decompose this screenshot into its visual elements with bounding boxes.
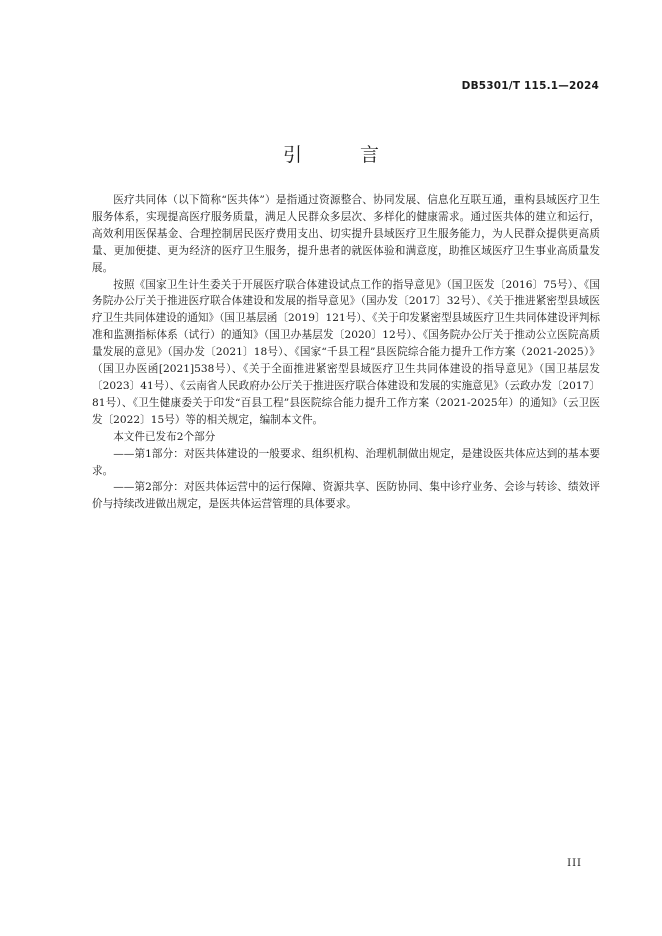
page-number: III <box>567 858 582 869</box>
paragraph-part-1: ——第1部分：对医共体建设的一般要求、组织机构、治理机制做出规定，是建设医共体应达到的基本要求。 <box>92 447 600 477</box>
paragraph-parts-statement: 本文件已发布2个部分 <box>113 430 216 443</box>
paragraph-references: 按照《国家卫生计生委关于开展医疗联合体建设试点工作的指导意见》（国卫医发〔2016〕75号）、《国务院办公厅关于推进医疗联合体建设和发展的指导意见》（国办发〔2017〕32号）、《关于推进紧密型县域医疗卫生共同体建设的通知》（国卫基层函〔2019〕121号）、《关于印发紧密型县域医疗卫生共同体建设评判标准和监测指标体系（试行）的通知》（国卫办基层发〔2020〕12号）、《国务院办公厅关于推动公立医院高质量发展的意见》（国办发〔2021〕18号）、《国家“千县工程”县医院综合能力提升工作方案（2021-2025）》（国卫办医函[2021]538号）、《关于全面推进紧密型县域医疗卫生共同体建设的指导意见》（国卫基层发〔2023〕41号）、《云南省人民政府办公厅关于推进医疗联合体建设和发展的实施意见》（云政办发〔2017〕81号）、《卫生健康委关于印发“百县工程”县医院综合能力提升工作方案（2021-2025年）的通知》（云卫医发〔2022〕15号）等的相关规定，编制本文件。 <box>92 278 600 426</box>
document-body <box>92 192 600 513</box>
paragraph-intro: 医疗共同体（以下简称“医共体”）是指通过资源整合、协同发展、信息化互联互通，重构县域医疗卫生服务体系，实现提高医疗服务质量，满足人民群众多层次、多样化的健康需求。通过医共体的建立和运行，高效利用医保基金、合理控制居民医疗费用支出、切实提升县域医疗卫生服务能力，为人民群众提供更高质量、更加便捷、更为经济的医疗卫生服务，提升患者的就医体验和满意度，助推区域医疗卫生事业高质量发展。 <box>92 194 600 274</box>
paragraph-part-2: ——第2部分：对医共体运营中的运行保障、资源共享、医防协同、集中诊疗业务、会诊与转诊、绩效评价与持续改进做出规定，是医共体运营管理的具体要求。 <box>92 481 600 511</box>
document-code: DB5301/T 115.1—2024 <box>461 80 599 92</box>
page-title: 引 言 <box>282 144 406 166</box>
